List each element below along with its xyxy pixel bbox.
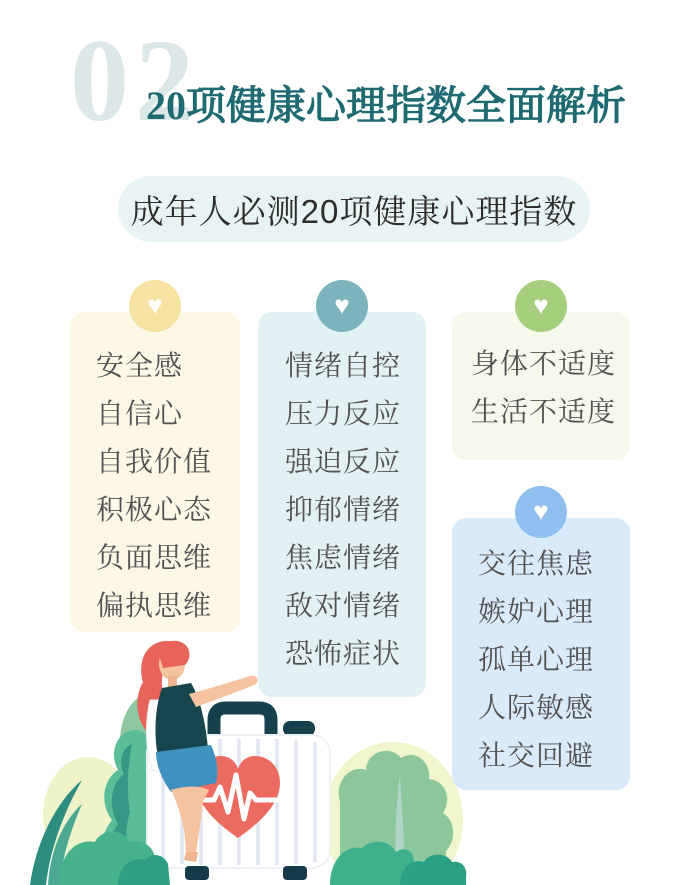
list-item: 负面思维 [96,542,213,573]
heart-icon: ♥ [334,290,350,320]
section-number: 02 [70,15,200,146]
list-item: 自我价值 [96,446,213,477]
list-item: 自信心 [96,398,184,429]
heart-icon: ♥ [147,290,163,320]
heart-badge [316,280,368,332]
list-item: 强迫反应 [285,446,402,477]
subtitle-pill [118,176,590,242]
list-item: 敌对情绪 [285,590,402,621]
list-item: 恐怖症状 [285,638,402,669]
heart-icon: ♥ [533,290,549,320]
card-item-list [70,312,240,630]
list-item: 社交回避 [478,740,595,771]
list-item: 积极心态 [96,494,213,525]
card-emotion-indicators [258,290,426,697]
card-adaptation-indicators [452,290,630,460]
card-item-list [258,312,426,678]
list-item: 情绪自控 [285,350,402,381]
list-item: 生活不适度 [471,396,617,427]
subtitle-text: 成年人必测20项健康心理指数 [130,192,578,230]
list-item: 焦虑情绪 [285,542,402,573]
list-item: 偏执思维 [96,590,213,621]
list-item: 嫉妒心理 [478,596,595,627]
list-item: 抑郁情绪 [285,494,402,525]
list-item: 压力反应 [285,398,402,429]
heart-badge [129,280,181,332]
heart-badge [515,486,567,538]
heart-badge [515,280,567,332]
page-title: 20项健康心理指数全面解析 [146,83,626,128]
list-item: 安全感 [96,350,184,381]
list-item: 人际敏感 [478,692,595,723]
list-item: 身体不适度 [471,348,617,379]
card-positive-traits [70,290,240,632]
suitcase-handle [214,708,271,735]
card-social-indicators [452,496,630,790]
list-item: 孤单心理 [478,644,595,675]
card-item-list [452,518,630,780]
heart-icon: ♥ [533,496,549,526]
list-item: 交往焦虑 [478,548,595,579]
illustration [0,630,510,885]
